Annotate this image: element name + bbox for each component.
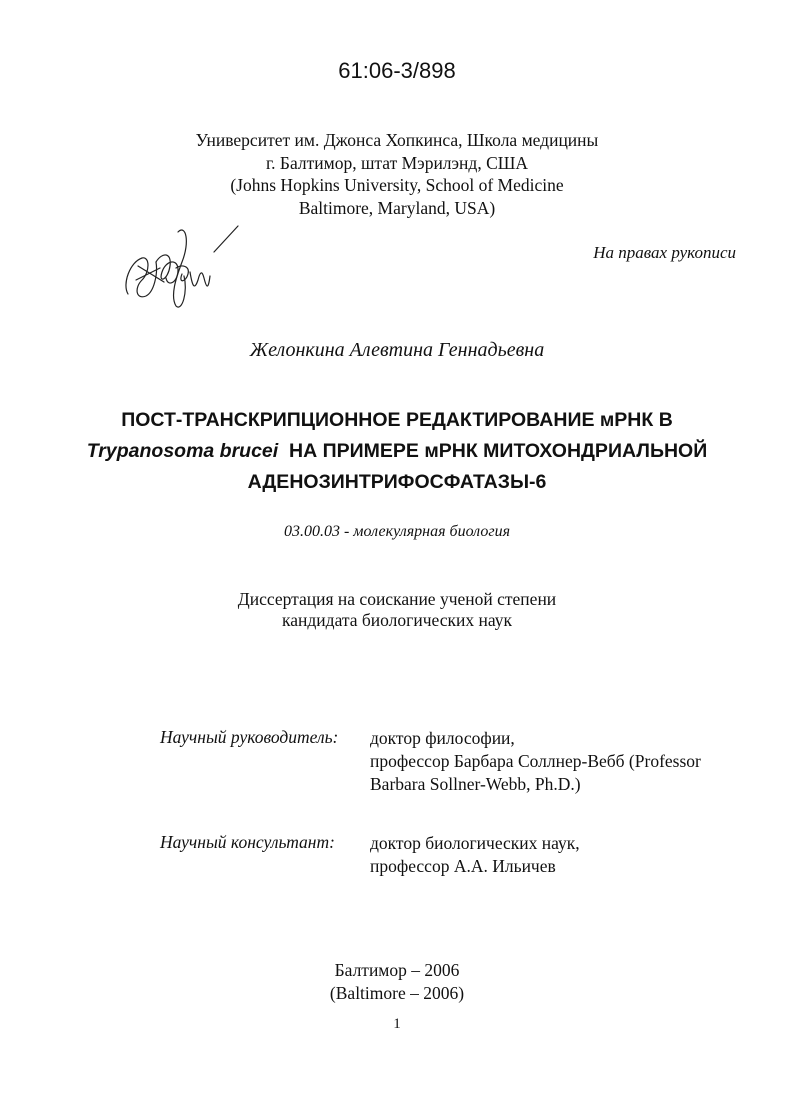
page-number: 1 [393, 1016, 401, 1032]
consultant-line: доктор биологических наук, [370, 833, 580, 853]
title-line: АДЕНОЗИНТРИФОСФАТАЗЫ-6 [247, 471, 547, 493]
degree-line: Диссертация на соискание ученой степени [237, 589, 557, 609]
rights-note: На правах рукописи [593, 243, 736, 262]
affiliation-block [0, 129, 794, 219]
affiliation-line: (Johns Hopkins University, School of Medicine [230, 175, 564, 195]
degree-statement [0, 589, 794, 631]
consultant-line: профессор А.А. Ильичев [370, 856, 556, 876]
supervisor-line: доктор философии, [370, 728, 515, 748]
title-line-rest: НА ПРИМЕРЕ мРНК МИТОХОНДРИАЛЬНОЙ [289, 440, 708, 462]
title-line [0, 436, 794, 467]
degree-line: кандидата биологических наук [282, 610, 512, 630]
city-year-ru: Балтимор – 2006 [334, 960, 460, 980]
dissertation-title [0, 405, 794, 498]
author-name: Желонкина Алевтина Геннадьевна [249, 339, 545, 361]
affiliation-line: Университет им. Джонса Хопкинса, Школа медицины [195, 130, 599, 150]
handwritten-signature-icon [120, 222, 250, 312]
title-line: ПОСТ-ТРАНСКРИПЦИОННОЕ РЕДАКТИРОВАНИЕ мРНК В [121, 409, 673, 431]
supervisor-line: профессор Барбара Соллнер-Вебб (Professor [370, 751, 701, 771]
affiliation-line: г. Балтимор, штат Мэрилэнд, США [265, 152, 529, 173]
consultant-role-label: Научный консультант: [160, 832, 335, 852]
supervisor-role-label: Научный руководитель: [160, 727, 339, 747]
supervisor-line: Barbara Sollner-Webb, Ph.D.) [370, 774, 581, 794]
supervisor-details [370, 727, 750, 796]
city-year-en: (Baltimore – 2006) [329, 982, 465, 1003]
specialty-code: 03.00.03 - молекулярная биология [283, 523, 511, 540]
affiliation-line: Baltimore, Maryland, USA) [298, 197, 496, 218]
document-code: 61:06-3/898 [338, 58, 456, 83]
species-name: Trypanosoma brucei [86, 440, 279, 462]
consultant-details [370, 832, 750, 878]
city-year [0, 959, 794, 1004]
